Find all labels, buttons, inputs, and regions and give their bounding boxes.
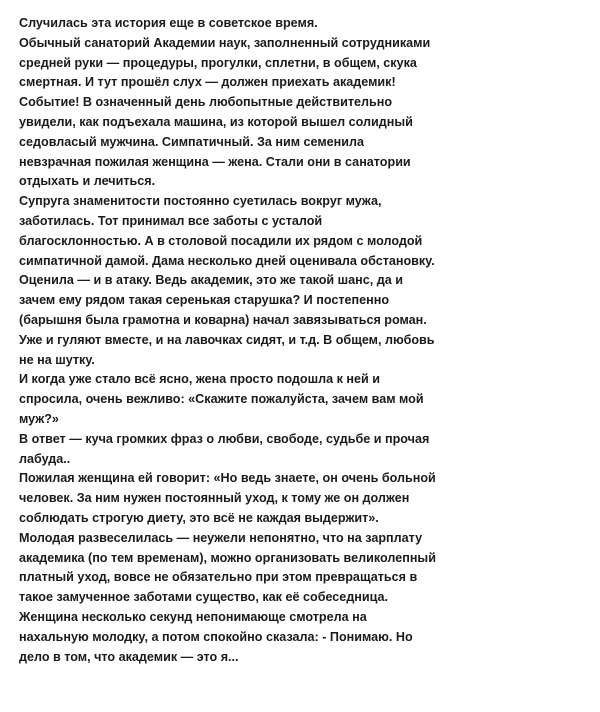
text-line: соблюдать строгую диету, это всё не каждая выдержит». [19,510,379,525]
text-line: заботилась. Тот принимал все заботы с усталой [19,213,323,228]
text-line: смертная. И тут прошёл слух — должен приехать академик! [19,75,396,90]
text-line: Женщина несколько секунд непонимающе смотрела на [19,609,367,624]
text-line: лабуда.. [19,451,71,466]
text-line: седовласый мужчина. Симпатичный. За ним семенила [19,134,365,149]
text-line: увидели, как подъехала машина, из которой вышел солидный [19,114,413,129]
text-line: Уже и гуляют вместе, и на лавочках сидят, и т.д. В общем, любовь [19,332,435,347]
text-line: В ответ — куча громких фраз о любви, свободе, судьбе и прочая [19,431,430,446]
text-line: Событие! В означенный день любопытные действительно [19,95,393,110]
text-line: Пожилая женщина ей говорит: «Но ведь знаете, он очень больной [19,471,436,486]
text-line: нахальную молодку, а потом спокойно сказала: - Понимаю. Но [19,629,413,644]
text-line: средней руки — процедуры, прогулки, сплетни, в общем, скука [19,55,417,70]
text-line: муж?» [19,411,59,426]
text-line: благосклонностью. А в столовой посадили их рядом с молодой [19,233,423,248]
story-text [19,14,589,667]
text-line: Обычный санаторий Академии наук, заполненный сотрудниками [19,35,431,50]
text-line: дело в том, что академик — это я... [19,649,239,664]
text-line: человек. За ним нужен постоянный уход, к тому же он должен [19,491,410,506]
text-line: платный уход, вовсе не обязательно при этом превращаться в [19,570,418,585]
text-line: Молодая развеселилась — неужели непонятно, что на зарплату [19,530,423,545]
text-line: Супруга знаменитости постоянно суетилась вокруг мужа, [19,194,382,209]
text-line: академика (по тем временам), можно организовать великолепный [19,550,436,565]
text-line: симпатичной дамой. Дама несколько дней оценивала обстановку. [19,253,435,268]
text-line: (барышня была грамотна и коварна) начал завязываться роман. [19,312,427,327]
text-line: Оценила — и в атаку. Ведь академик, это же такой шанс, да и [19,273,404,288]
text-line: невзрачная пожилая женщина — жена. Стали они в санатории [19,154,411,169]
text-line: И когда уже стало всё ясно, жена просто подошла к ней и [19,372,380,387]
text-line: такое замученное заботами существо, как её собеседница. [19,590,389,605]
text-line: спросила, очень вежливо: «Скажите пожалуйста, зачем вам мой [19,392,424,407]
text-line: зачем ему рядом такая серенькая старушка? И постепенно [19,293,390,308]
text-line: отдыхать и лечиться. [19,174,156,189]
text-line: Случилась эта история еще в советское время. [19,16,318,30]
text-line: не на шутку. [19,352,95,367]
